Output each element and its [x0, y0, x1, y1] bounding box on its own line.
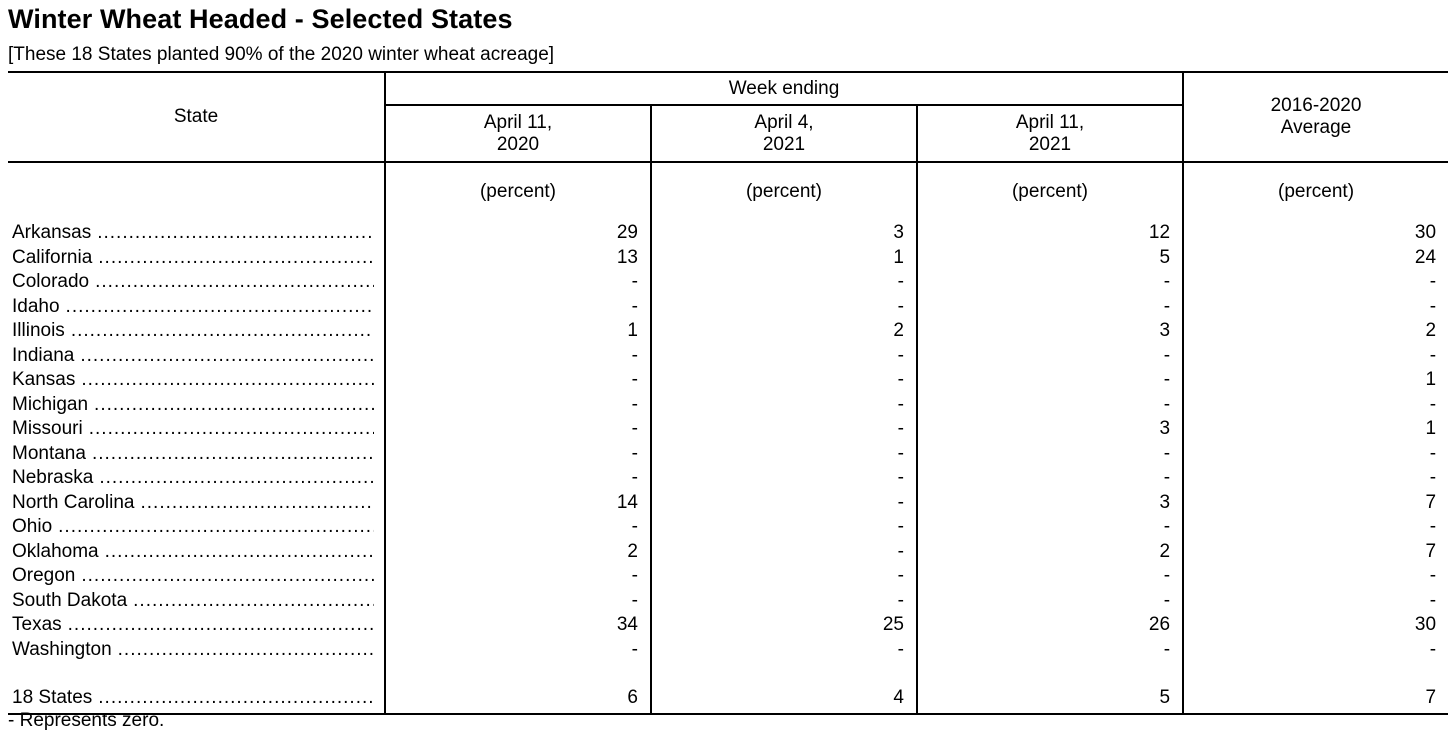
- table-row: [8, 638, 1448, 663]
- unit-cell-empty: [8, 162, 385, 221]
- state-name: Nebraska: [12, 467, 94, 488]
- spacer-cell: [917, 662, 1183, 686]
- report-title: Winter Wheat Headed - Selected States: [8, 4, 513, 34]
- value-cell: -: [1183, 515, 1448, 540]
- value-cell: -: [385, 466, 651, 491]
- state-cell: [8, 368, 385, 393]
- value-cell: 2: [917, 540, 1183, 565]
- value-cell: -: [917, 344, 1183, 369]
- value-cell: -: [651, 540, 917, 565]
- state-cell: [8, 270, 385, 295]
- dot-leader: [97, 221, 374, 246]
- unit-cell: (percent): [651, 162, 917, 221]
- state-name: Missouri: [12, 418, 83, 439]
- value-cell: 3: [917, 319, 1183, 344]
- state-cell: [8, 589, 385, 614]
- table-row: [8, 246, 1448, 271]
- state-cell: [8, 295, 385, 320]
- value-cell: -: [651, 344, 917, 369]
- table-body: [8, 162, 1448, 714]
- table-row: [8, 613, 1448, 638]
- value-cell: 7: [1183, 491, 1448, 516]
- value-cell: -: [651, 270, 917, 295]
- state-cell: [8, 221, 385, 246]
- value-cell: 30: [1183, 613, 1448, 638]
- unit-cell: (percent): [385, 162, 651, 221]
- value-cell: -: [651, 442, 917, 467]
- value-cell: -: [1183, 466, 1448, 491]
- value-cell: -: [917, 393, 1183, 418]
- state-cell: [8, 515, 385, 540]
- state-name: Arkansas: [12, 222, 92, 243]
- table-row: [8, 344, 1448, 369]
- column-header-line1: April 4,: [754, 111, 814, 133]
- state-cell: [8, 319, 385, 344]
- spacer-row: [8, 662, 1448, 686]
- dot-leader: [94, 393, 374, 418]
- table-row: [8, 368, 1448, 393]
- dot-leader: [133, 589, 374, 614]
- state-cell: [8, 417, 385, 442]
- value-cell: -: [385, 393, 651, 418]
- dot-leader: [118, 638, 374, 663]
- value-cell: 25: [651, 613, 917, 638]
- column-header-april-11-2021: [917, 105, 1183, 162]
- state-name: Texas: [12, 614, 62, 635]
- state-name: South Dakota: [12, 589, 128, 611]
- value-cell: 24: [1183, 246, 1448, 271]
- value-cell: -: [1183, 270, 1448, 295]
- value-cell: -: [1183, 442, 1448, 467]
- value-cell: 1: [1183, 368, 1448, 393]
- value-cell: 2: [385, 540, 651, 565]
- state-cell: [8, 246, 385, 271]
- column-header-april-4-2021: [651, 105, 917, 162]
- state-cell: [8, 393, 385, 418]
- value-cell: -: [651, 564, 917, 589]
- value-cell: 1: [1183, 417, 1448, 442]
- value-cell: 3: [651, 221, 917, 246]
- value-cell: 29: [385, 221, 651, 246]
- footnote: - Represents zero.: [8, 710, 165, 731]
- value-cell: -: [651, 466, 917, 491]
- value-cell: 7: [1183, 540, 1448, 565]
- dot-leader: [105, 540, 374, 565]
- table-row: [8, 491, 1448, 516]
- value-cell: -: [385, 344, 651, 369]
- table-row: [8, 540, 1448, 565]
- value-cell: 3: [917, 417, 1183, 442]
- report-subtitle: [These 18 States planted 90% of the 2020 winter wheat acreage]: [8, 44, 555, 65]
- value-cell: -: [917, 589, 1183, 614]
- value-cell: -: [651, 491, 917, 516]
- value-cell: -: [651, 417, 917, 442]
- unit-row: [8, 162, 1448, 221]
- state-name: Illinois: [12, 320, 65, 341]
- winter-wheat-table: [8, 71, 1448, 715]
- dot-leader: [58, 515, 374, 540]
- average-header-line1: 2016-2020: [1270, 95, 1362, 116]
- table-row: [8, 515, 1448, 540]
- value-cell: -: [917, 368, 1183, 393]
- state-column-header: State: [8, 72, 385, 162]
- state-name: Indiana: [12, 344, 75, 366]
- dot-leader: [92, 442, 374, 467]
- state-name: Oklahoma: [12, 540, 99, 562]
- value-cell: -: [651, 368, 917, 393]
- state-name: Oregon: [12, 565, 76, 586]
- week-ending-header: Week ending: [385, 72, 1183, 105]
- column-header-line2: 2020: [496, 133, 540, 155]
- column-header-line2: 2021: [762, 133, 806, 155]
- value-cell: 14: [385, 491, 651, 516]
- dot-leader: [95, 270, 374, 295]
- value-cell: 5: [917, 246, 1183, 271]
- spacer-cell: [1183, 662, 1448, 686]
- value-cell: -: [385, 638, 651, 663]
- dot-leader: [81, 564, 374, 589]
- spacer-cell: [385, 662, 651, 686]
- value-cell: 1: [651, 246, 917, 271]
- dot-leader: [99, 466, 374, 491]
- value-cell: -: [385, 564, 651, 589]
- value-cell: 5: [917, 686, 1183, 714]
- unit-cell: (percent): [1183, 162, 1448, 221]
- value-cell: 1: [385, 319, 651, 344]
- state-name: North Carolina: [12, 491, 135, 513]
- spacer-cell: [8, 662, 385, 686]
- value-cell: -: [1183, 564, 1448, 589]
- value-cell: -: [651, 515, 917, 540]
- value-cell: 26: [917, 613, 1183, 638]
- unit-cell: (percent): [917, 162, 1183, 221]
- value-cell: -: [651, 393, 917, 418]
- value-cell: -: [651, 638, 917, 663]
- state-cell: [8, 638, 385, 663]
- value-cell: -: [917, 564, 1183, 589]
- value-cell: -: [917, 466, 1183, 491]
- value-cell: -: [1183, 295, 1448, 320]
- value-cell: -: [917, 515, 1183, 540]
- value-cell: -: [917, 270, 1183, 295]
- average-header-line2: Average: [1280, 117, 1352, 138]
- value-cell: 2: [1183, 319, 1448, 344]
- state-cell: [8, 344, 385, 369]
- value-cell: -: [1183, 638, 1448, 663]
- table-row: [8, 564, 1448, 589]
- dot-leader: [71, 319, 374, 344]
- column-header-line2: 2021: [1028, 133, 1072, 155]
- state-cell: [8, 491, 385, 516]
- value-cell: -: [385, 270, 651, 295]
- value-cell: -: [385, 295, 651, 320]
- value-cell: 6: [385, 686, 651, 714]
- state-name: Washington: [12, 638, 112, 660]
- state-cell: [8, 564, 385, 589]
- state-name: Kansas: [12, 369, 76, 390]
- table-row: [8, 442, 1448, 467]
- table-row: [8, 270, 1448, 295]
- value-cell: -: [385, 417, 651, 442]
- state-name: California: [12, 246, 93, 268]
- value-cell: -: [917, 638, 1183, 663]
- table-row: [8, 319, 1448, 344]
- value-cell: 7: [1183, 686, 1448, 714]
- state-name: Colorado: [12, 271, 90, 292]
- value-cell: -: [385, 589, 651, 614]
- table-row: [8, 221, 1448, 246]
- state-cell: [8, 442, 385, 467]
- spacer-cell: [651, 662, 917, 686]
- state-name: Ohio: [12, 516, 53, 537]
- table-row: [8, 295, 1448, 320]
- value-cell: 12: [917, 221, 1183, 246]
- value-cell: -: [1183, 344, 1448, 369]
- state-cell: [8, 466, 385, 491]
- value-cell: -: [385, 515, 651, 540]
- average-column-header: [1183, 72, 1448, 162]
- dot-leader: [141, 491, 375, 516]
- value-cell: 2: [651, 319, 917, 344]
- value-cell: -: [1183, 589, 1448, 614]
- value-cell: -: [1183, 393, 1448, 418]
- dot-leader: [89, 417, 374, 442]
- dot-leader: [66, 295, 374, 320]
- table-row: [8, 466, 1448, 491]
- state-name: Idaho: [12, 295, 60, 317]
- state-name: 18 States: [12, 687, 93, 708]
- value-cell: 3: [917, 491, 1183, 516]
- table-row: [8, 589, 1448, 614]
- dot-leader: [98, 686, 374, 711]
- value-cell: 13: [385, 246, 651, 271]
- state-name: Montana: [12, 442, 86, 464]
- column-header-april-11-2020: [385, 105, 651, 162]
- total-row: [8, 686, 1448, 714]
- table-row: [8, 417, 1448, 442]
- state-cell: [8, 613, 385, 638]
- dot-leader: [80, 344, 374, 369]
- dot-leader: [81, 368, 374, 393]
- state-cell: [8, 540, 385, 565]
- value-cell: -: [917, 442, 1183, 467]
- value-cell: -: [385, 368, 651, 393]
- dot-leader: [98, 246, 374, 271]
- value-cell: 34: [385, 613, 651, 638]
- dot-leader: [68, 613, 374, 638]
- table-row: [8, 393, 1448, 418]
- state-name: Michigan: [12, 393, 89, 415]
- column-header-line1: April 11,: [483, 111, 553, 133]
- value-cell: 4: [651, 686, 917, 714]
- value-cell: -: [651, 295, 917, 320]
- value-cell: -: [917, 295, 1183, 320]
- value-cell: -: [385, 442, 651, 467]
- column-header-line1: April 11,: [1015, 111, 1085, 133]
- value-cell: 30: [1183, 221, 1448, 246]
- value-cell: -: [651, 589, 917, 614]
